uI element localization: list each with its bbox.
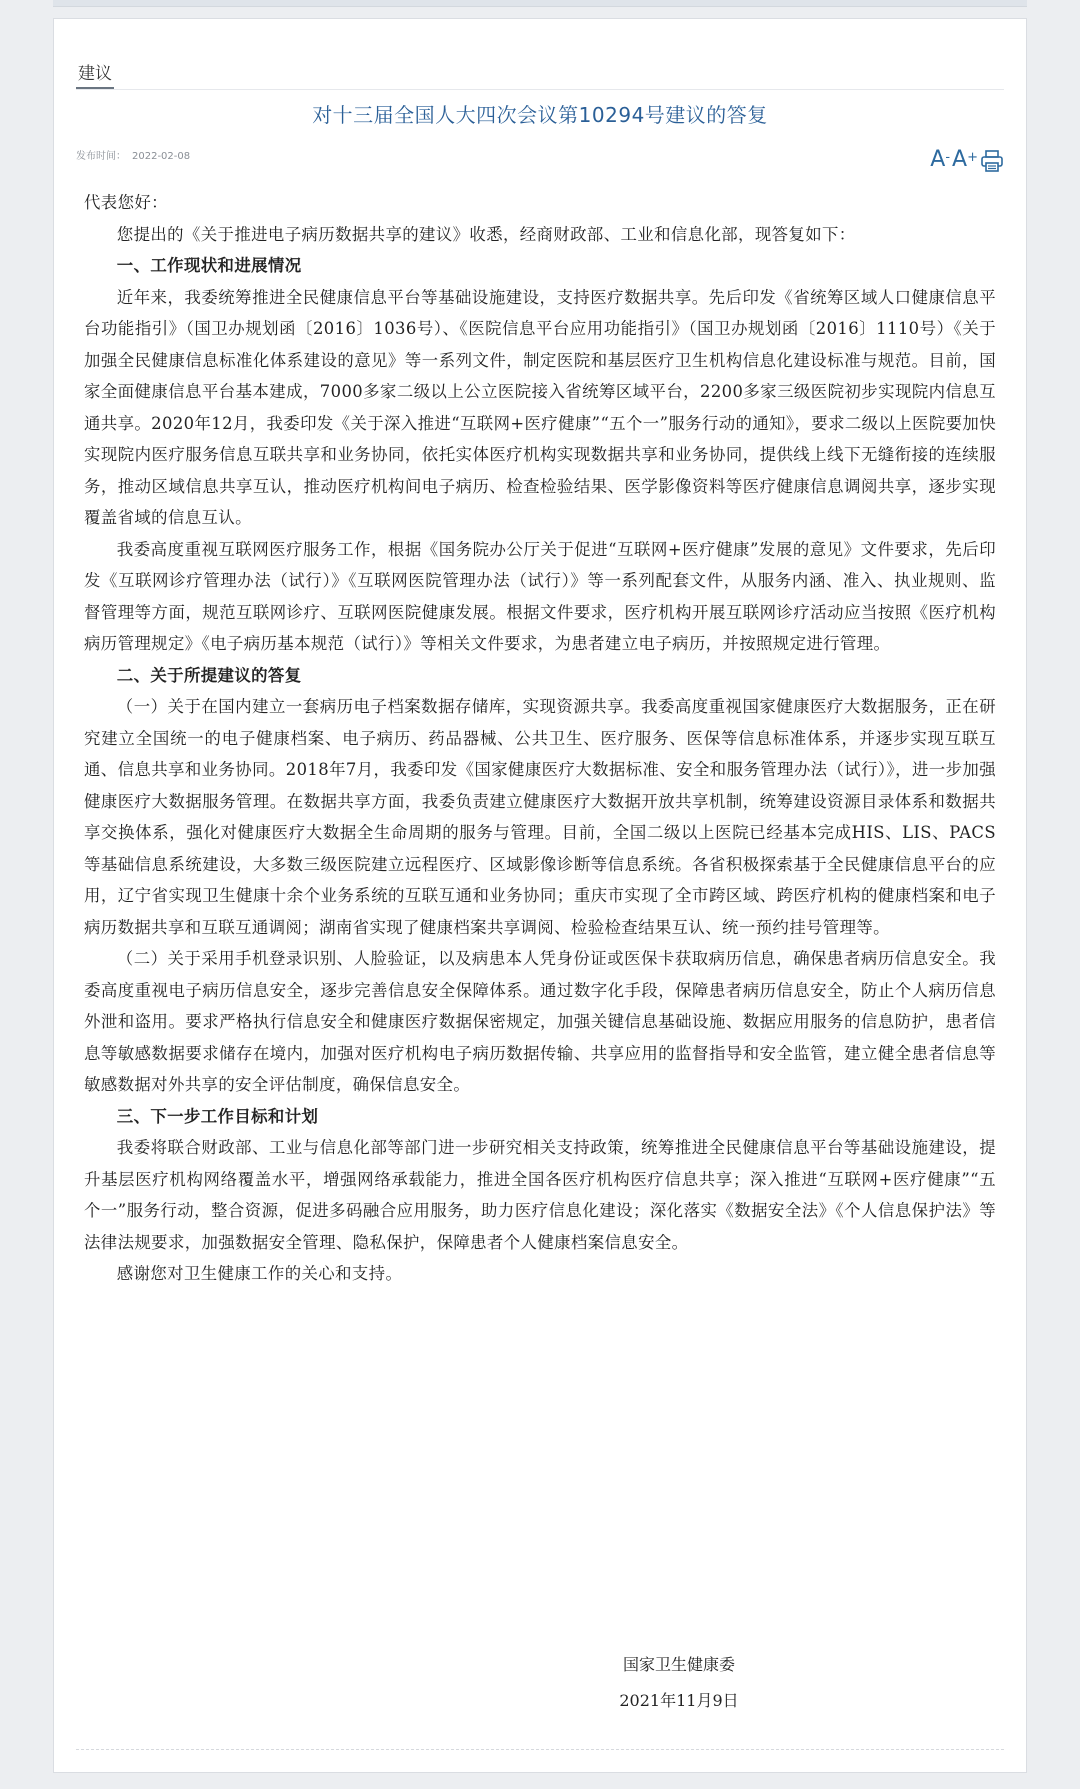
reading-toolbar bbox=[930, 143, 1004, 173]
font-decrease-button[interactable] bbox=[930, 143, 950, 173]
signature-date: 2021年11月9日 bbox=[619, 1691, 739, 1710]
paragraph-2: 我委高度重视互联网医疗服务工作，根据《国务院办公厅关于促进“互联网+医疗健康”发展的意见》文件要求，先后印发《互联网诊疗管理办法（试行）》《互联网医院管理办法（试行）》等一系列配套文件，从服务内涵、准入、执业规则、监督管理等方面，规范互联网诊疗、互联网医院健康发展。根据文件要求，医疗机构开展互联网诊疗活动应当按照《医疗机构病历管理规定》《电子病历基本规范（试行）》等相关文件要求，为患者建立电子病历，并按照规定进行管理。 bbox=[84, 539, 996, 653]
publish-label: 发布时间： bbox=[76, 151, 126, 162]
article-title: 对十三届全国人大四次会议第10294号建议的答复 bbox=[312, 103, 768, 127]
top-navigation-strip bbox=[53, 0, 1027, 7]
paragraph-1: 近年来，我委统筹推进全民健康信息平台等基础设施建设，支持医疗数据共享。先后印发《省统筹区域人口健康信息平台功能指引》（国卫办规划函〔2016〕1036号）、《医院信息平台应用功能指引》（国卫办规划函〔2016〕1110号）《关于加强全民健康信息标准化体系建设的意见》等一系列文件，制定医院和基层医疗卫生机构信息化建设标准与规范。目前，国家全面健康信息平台基本建成，7000多家二级以上公立医院接入省统筹区域平台，2200多家三级医院初步实现院内信息互通共享。2020年12月，我委印发《关于深入推进“互联网+医疗健康”“五个一”服务行动的通知》，要求二级以上医院要加快实现院内医疗服务信息互联共享和业务协同，依托实体医疗机构实现数据共享和业务协同，提供线上线下无缝衔接的连续服务，推动区域信息共享互认，推动医疗机构间电子病历、检查检验结果、医学影像资料等医疗健康信息调阅共享，逐步实现覆盖省域的信息互认。 bbox=[84, 287, 996, 527]
section-heading-2: 二、关于所提建议的答复 bbox=[116, 665, 302, 685]
closing-paragraph: 感谢您对卫生健康工作的关心和支持。 bbox=[116, 1264, 403, 1283]
publish-date: 2022-02-08 bbox=[132, 151, 191, 162]
font-increase-button[interactable] bbox=[952, 143, 978, 173]
article-body bbox=[84, 187, 996, 1290]
category-tab-suggestion[interactable]: 建议 bbox=[76, 59, 114, 89]
printer-icon bbox=[980, 149, 1004, 173]
salutation: 代表您好： bbox=[84, 193, 168, 212]
signature-organization: 国家卫生健康委 bbox=[622, 1655, 735, 1674]
font-small-icon: A bbox=[930, 147, 946, 172]
intro-paragraph: 您提出的《关于推进电子病历数据共享的建议》收悉，经商财政部、工业和信息化部，现答复如下： bbox=[116, 224, 856, 244]
category-bar bbox=[76, 45, 1004, 90]
paragraph-3: （一）关于在国内建立一套病历电子档案数据存储库，实现资源共享。我委高度重视国家健康医疗大数据服务，正在研究建立全国统一的电子健康档案、电子病历、药品器械、公共卫生、医疗服务、医保等信息标准体系，并逐步实现互联互通、信息共享和业务协同。2018年7月，我委印发《国家健康医疗大数据标准、安全和服务管理办法（试行）》，进一步加强健康医疗大数据服务管理。在数据共享方面，我委负责建立健康医疗大数据开放共享机制，统筹建设资源目录体系和数据共享交换体系，强化对健康医疗大数据全生命周期的服务与管理。目前，全国二级以上医院已经基本完成HIS、LIS、PACS等基础信息系统建设，大多数三级医院建立远程医疗、区域影像诊断等信息系统。各省积极探索基于全民健康信息平台的应用，辽宁省实现卫生健康十余个业务系统的互联互通和业务协同；重庆市实现了全市跨区域、跨医疗机构的健康档案和电子病历数据共享和互联互通调阅；湖南省实现了健康档案共享调阅、检验检查结果互认、统一预约挂号管理等。 bbox=[84, 697, 996, 937]
font-plus-sign: + bbox=[967, 150, 978, 165]
article-panel bbox=[53, 18, 1027, 1773]
section-heading-1: 一、工作现状和进展情况 bbox=[116, 256, 302, 275]
footer-divider bbox=[76, 1749, 1004, 1750]
publish-meta bbox=[76, 147, 196, 162]
font-minus-sign: - bbox=[945, 150, 951, 165]
section-heading-3: 三、下一步工作目标和计划 bbox=[116, 1106, 319, 1126]
paragraph-4: （二）关于采用手机登录识别、人脸验证，以及病患本人凭身份证或医保卡获取病历信息，确保患者病历信息安全。我委高度重视电子病历信息安全，逐步完善信息安全保障体系。通过数字化手段，保障患者病历信息安全，防止个人病历信息外泄和盗用。要求严格执行信息安全和健康医疗数据保密规定，加强关键信息基础设施、数据应用服务的信息防护，患者信息等敏感数据要求储存在境内，加强对医疗机构电子病历数据传输、共享应用的监督指导和安全监管，建立健全患者信息等敏感数据对外共享的安全评估制度，确保信息安全。 bbox=[84, 949, 996, 1094]
font-large-icon: A bbox=[952, 147, 968, 172]
print-button[interactable] bbox=[980, 143, 1004, 173]
paragraph-5: 我委将联合财政部、工业与信息化部等部门进一步研究相关支持政策，统筹推进全民健康信息平台等基础设施建设，提升基层医疗机构网络覆盖水平，增强网络承载能力，推进全国各医疗机构医疗信息共享；深入推进“互联网+医疗健康”“五个一”服务行动，整合资源，促进多码融合应用服务，助力医疗信息化建设；深化落实《数据安全法》《个人信息保护法》等法律法规要求，加强数据安全管理、隐私保护，保障患者个人健康档案信息安全。 bbox=[84, 1138, 996, 1252]
